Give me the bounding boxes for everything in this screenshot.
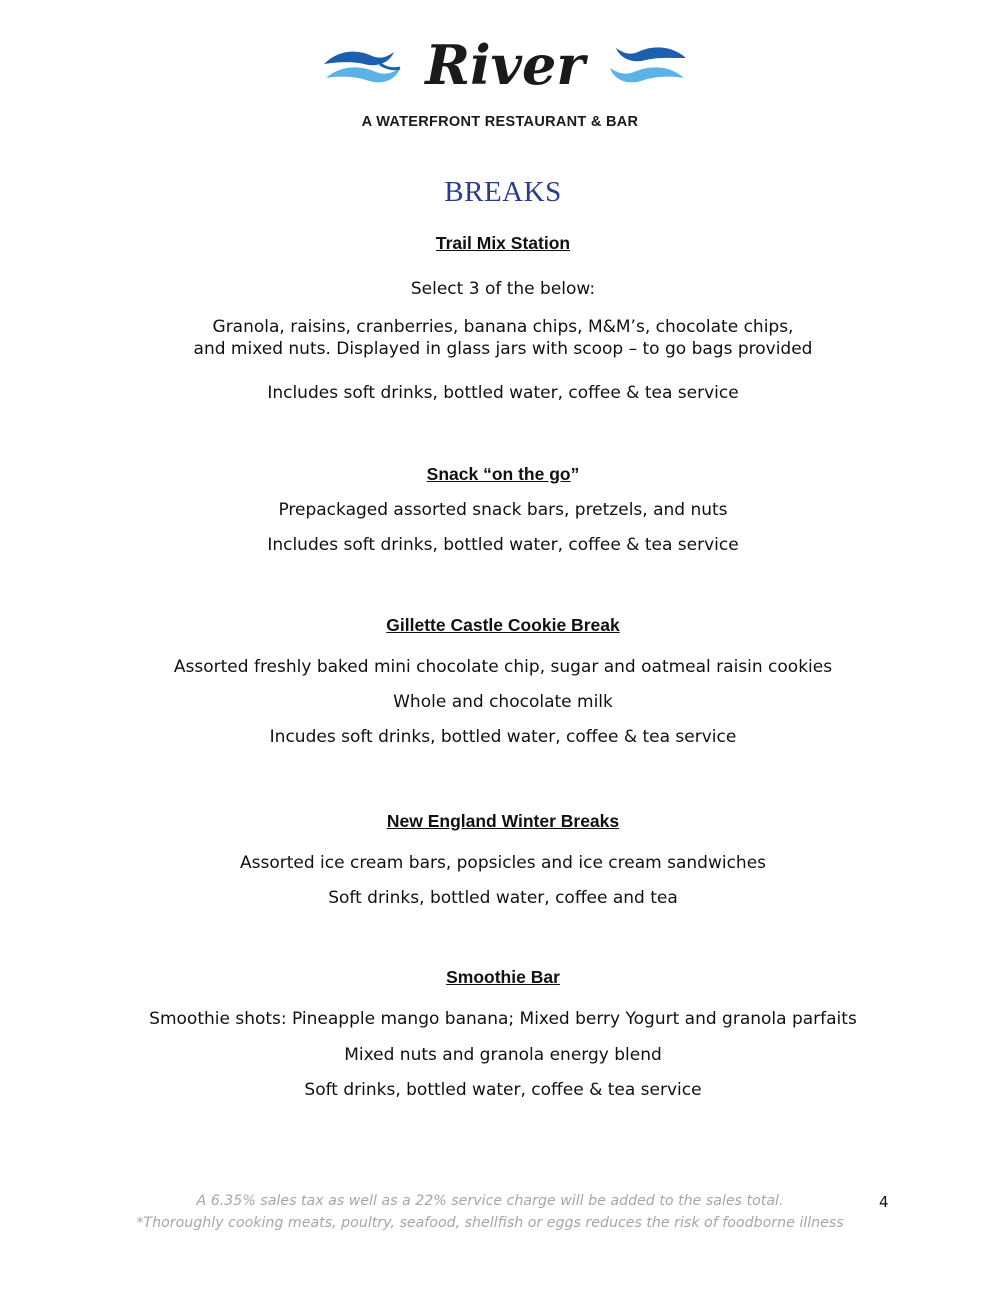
winter-items: Assorted ice cream bars, popsicles and ice cream sandwiches (239, 853, 767, 873)
cookie-milk: Whole and chocolate milk (393, 692, 613, 712)
section-heading-smoothie (0, 967, 1000, 988)
section-heading-text: New England Winter Breaks (386, 811, 620, 831)
river-logo-graphic (320, 34, 690, 98)
trail-mix-beverages: Includes soft drinks, bottled water, coffee & tea service (267, 383, 739, 403)
left-wave-icon (324, 52, 400, 83)
smoothie-items: Smoothie shots: Pineapple mango banana; Mixed berry Yogurt and granola parfaits (149, 1009, 857, 1029)
footer-tax-note: A 6.35% sales tax as well as a 22% service charge will be added to the sales total. (196, 1193, 784, 1209)
cookie-beverages: Incudes soft drinks, bottled water, coffee & tea service (269, 727, 737, 747)
section-heading-trail-mix (0, 233, 1000, 254)
cookie-items: Assorted freshly baked mini chocolate chip, sugar and oatmeal raisin cookies (173, 657, 833, 677)
section-heading-quote: ” (570, 464, 580, 484)
smoothie-beverages: Soft drinks, bottled water, coffee & tea service (304, 1080, 702, 1100)
section-heading-snack (0, 464, 1000, 485)
footer-health-warning: *Thoroughly cooking meats, poultry, seafood, shellfish or eggs reduces the risk of foodborne illness (136, 1215, 844, 1231)
section-heading-winter (0, 811, 1000, 832)
logo-tagline: A WATERFRONT RESTAURANT & BAR (361, 114, 639, 130)
section-heading-text: Snack “on the go (426, 464, 571, 484)
trail-mix-instruction: Select 3 of the below: (410, 279, 596, 299)
trail-mix-items-continued: and mixed nuts. Displayed in glass jars with scoop – to go bags provided (193, 339, 813, 359)
smoothie-energy-blend: Mixed nuts and granola energy blend (344, 1045, 662, 1065)
section-heading-text: Gillette Castle Cookie Break (386, 615, 620, 635)
trail-mix-items: Granola, raisins, cranberries, banana chips, M&M’s, chocolate chips, (212, 317, 794, 337)
snack-beverages: Includes soft drinks, bottled water, coffee & tea service (267, 535, 739, 555)
right-wave-icon (610, 47, 686, 82)
page-title: BREAKS (444, 176, 562, 208)
river-logo (320, 34, 690, 98)
section-heading-text: Trail Mix Station (435, 233, 571, 253)
section-heading-cookie (0, 615, 1000, 636)
page-number: 4 (879, 1193, 889, 1211)
section-heading-text: Smoothie Bar (446, 967, 560, 987)
winter-beverages: Soft drinks, bottled water, coffee and tea (328, 888, 678, 908)
brand-wordmark: River (425, 34, 585, 97)
snack-items: Prepackaged assorted snack bars, pretzels, and nuts (278, 500, 728, 520)
